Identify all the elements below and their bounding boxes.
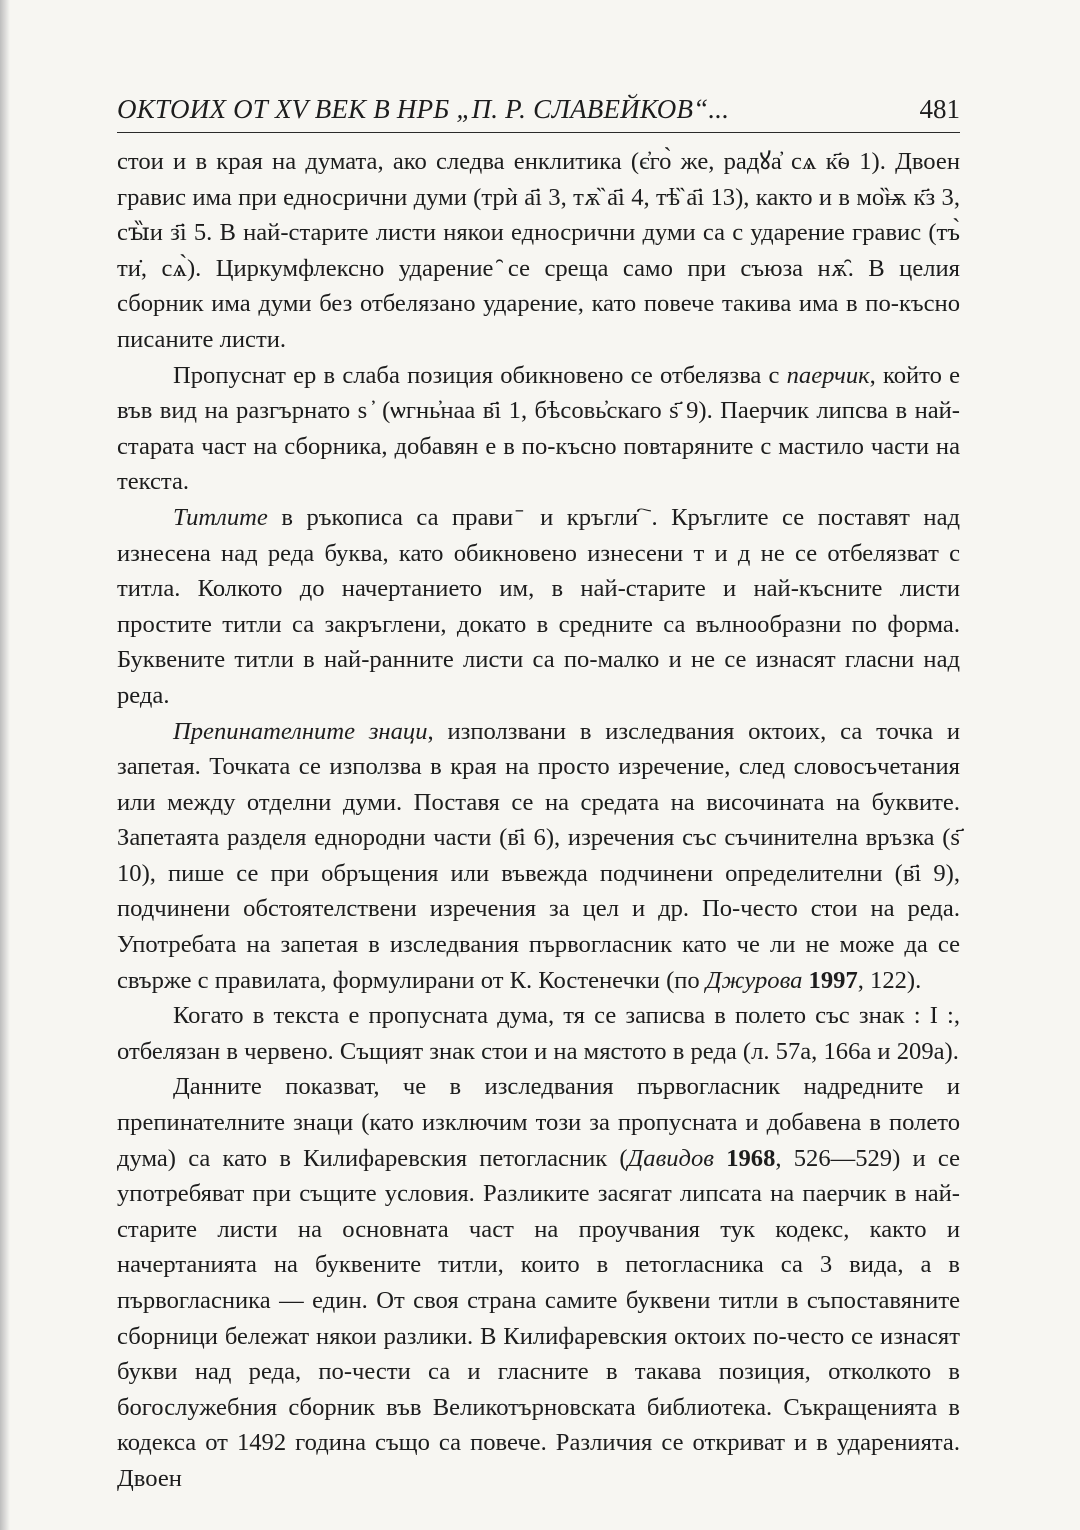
italic-run: Титлите	[173, 503, 268, 531]
text-run: , 526—529) и се употребяват при същите условия. Разликите засягат липсата на паерчик в най-старите листи на основната част на проучвания тук кодекс, както и начертанията на буквените титли, които в петогласника са 3 вида, а в първогласника — един. От своя страна самите буквени титли в съпоставяните сборници бележат някои разлики. В Килифаревския октоих по-често се изнасят букви над реда, по-чести са и гласните в такава позиция, отколкото в богослужебния сборник във Великотърновската библиотека. Съкращенията в кодекса от 1492 година също са повече. Различия се откриват и в ударенията. Двоен	[117, 1144, 961, 1492]
page-edge-shadow	[0, 0, 10, 1530]
text-run: Когато в текста е пропусната дума, тя се записва в полето със знак : I :, отбелязан в червено. Същият знак стои и на мястото в реда (л. 57а, 166а и 209а).	[117, 1002, 960, 1065]
italic-run: Джурова	[705, 966, 803, 994]
italic-run: Препинателните знаци	[173, 717, 428, 745]
bold-run: 1968	[726, 1144, 776, 1172]
book-page	[117, 92, 960, 1497]
running-title: ОКТОИХ ОТ XV ВЕК В НРБ „П. Р. СЛАВЕЙКОВ“...	[117, 94, 730, 124]
italic-run: Давидов	[627, 1144, 714, 1172]
paragraph	[117, 500, 960, 714]
body-text	[117, 144, 960, 1497]
text-run: Пропуснат ер в слаба позиция обикновено се отбелязва с	[173, 361, 787, 389]
running-header	[117, 92, 960, 133]
text-run: Данните показват, че в изследвания първогласник надредните и препинателните знаци (като изключим този за пропусната и добавена в полето дума) са като в Килифаревския петогласник (	[117, 1073, 960, 1172]
text-run: , който е във вид на разгърнато s ҆ (ѡгнь҆наа в҃і 1, бѣсовь҆скаго ѕ҃ 9). Паерчик липсва в най-старата част на сборника, добавян е в по-късно повтаряните с мастило части на текста.	[117, 361, 960, 496]
bold-run: 1997	[808, 966, 858, 994]
text-run	[714, 1145, 726, 1172]
text-run: , използвани в изследвания октоих, са точка и запетая. Точката се използва в края на просто изречение, след словосъчетания или между отделни думи. Поставя се на средата на височината на буквите. Запетаята разделя еднородни части (в҃і 6), изречения със съчинителна връзка (ѕ҃ 10), пише се при обръщения или въвежда подчинени определителни (в҃і 9), подчинени обстоятелствени изречения за цел и др. По-често стои на реда. Употребата на запетая в изследвания първогласник като че ли не може да се свърже с правилата, формулирани от К. Костенечки (по	[117, 717, 960, 994]
paragraph	[117, 144, 960, 358]
text-run: в ръкописа са прави ̄ и кръгли ҇. Кръглите се поставят над изнесена над реда буква, като обикновено изнесени т и д не се отбелязват с титла. Колкото до начертанието им, в най-старите и най-късните листи простите титли са закръглени, докато в средните са вълнообразни по форма. Буквените титли в най-ранните листи са по-малко и не се изнасят гласни над реда.	[117, 503, 960, 709]
paragraph	[117, 358, 960, 500]
text-run: , 122).	[857, 966, 922, 994]
text-run: стои и в края на думата, ако следва енклитика (є҆го̀ же, радꙋа҆ сѧ к҃ѳ 1). Двоен гравис има при едносрични думи (трѝ а҃і 3, тѫ̏ а҃і 4, тѣ̏ а҃і 13), както и в мо̏ѭ к҃з 3, сꙑ̏и з҃і 5. В най-старите листи някои едносрични думи са с ударение гравис (тъ̀ ти̇, сѧ̀). Циркумфлексно ударение ̑се среща само при съюза нѫ̑. В целия сборник има думи без отбелязано ударение, като повече такива има в по-късно писаните листи.	[117, 148, 960, 353]
paragraph	[117, 998, 960, 1069]
paragraph	[117, 1069, 960, 1496]
italic-run: паерчик	[786, 361, 870, 389]
page-number: 481	[919, 94, 960, 124]
paragraph	[117, 714, 960, 999]
